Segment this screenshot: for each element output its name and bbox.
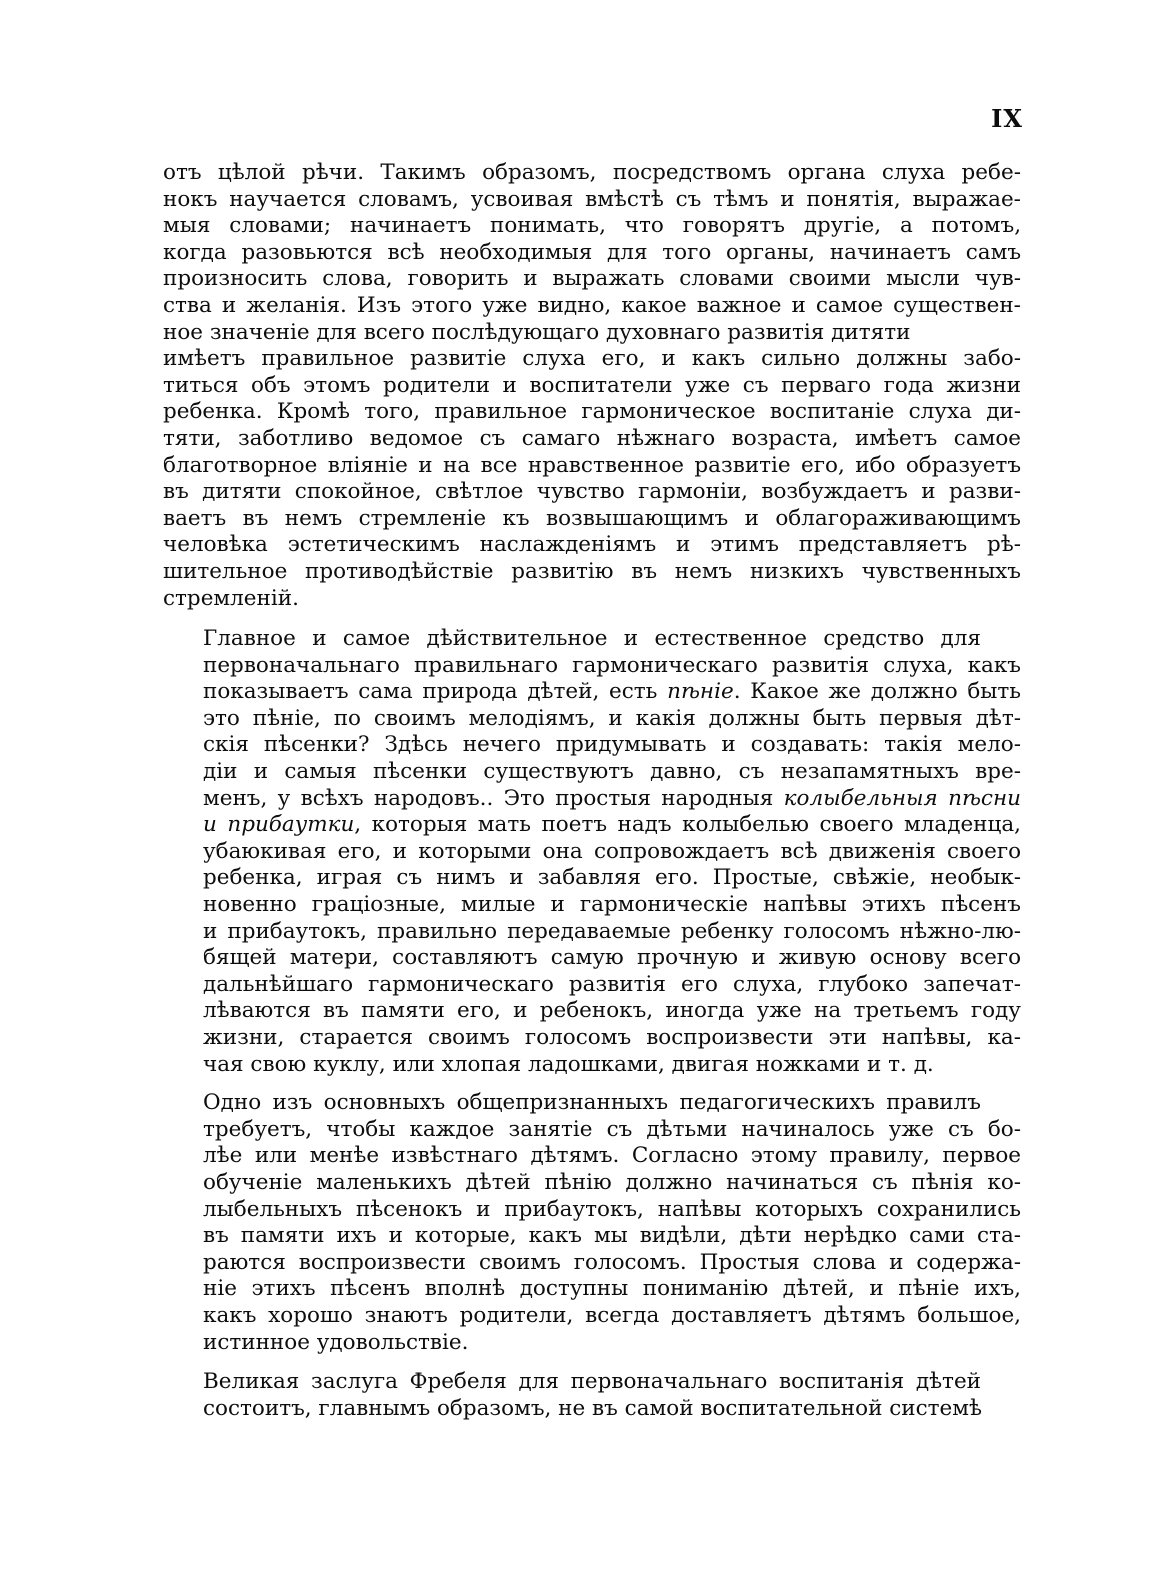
text-line: лѣваются въ памяти его, и ребенокъ, иногда уже на третьемъ году: [203, 998, 1021, 1024]
text-line: раются воспроизвести своимъ голосомъ. Простыя слова и содержа-: [203, 1249, 1022, 1275]
text-line: ства и желанія. Изъ этого уже видно, какое важное и самое существен-: [163, 292, 1021, 318]
paragraph-3: [163, 1090, 1021, 1356]
text-line: состоитъ, главнымъ образомъ, не въ самой воспитательной системѣ: [203, 1395, 982, 1421]
text-line: требуетъ, чтобы каждое занятіе съ дѣтьми начиналось уже съ бо-: [203, 1116, 1021, 1142]
text-line: бящей матери, составляютъ самую прочную и живую основу всего: [203, 945, 1022, 971]
text-line: мыя словами; начинаетъ понимать, что говорятъ другіе, а потомъ,: [163, 213, 1022, 239]
paragraph-1: [163, 160, 1021, 612]
text-line: въ дитяти спокойное, свѣтлое чувство гармоніи, возбуждаетъ и разви-: [163, 479, 1021, 505]
page-number: IX: [991, 104, 1023, 133]
paragraph-4: [163, 1369, 1021, 1422]
text-line: ребенка, играя съ нимъ и забавляя его. Простые, свѣжіе, необык-: [203, 865, 1022, 891]
text-line: титься объ этомъ родители и воспитатели уже съ перваго года жизни: [163, 372, 1021, 398]
text-line: человѣка эстетическимъ наслажденіямъ и этимъ представляетъ рѣ-: [163, 532, 1022, 558]
text-line: ное значеніе для всего послѣдующаго духовнаго развитія дитяти: [163, 319, 911, 345]
text-line: [163, 786, 1021, 813]
text-line: нокъ научается словамъ, усвоивая вмѣстѣ съ тѣмъ и понятія, выражае-: [163, 186, 1021, 212]
text-line: [163, 812, 1021, 839]
text-line: какъ хорошо знаютъ родители, всегда доставляетъ дѣтямъ большое,: [203, 1302, 1022, 1328]
text-line: лѣе или менѣе извѣстнаго дѣтямъ. Согласно этому правилу, первое: [203, 1143, 1022, 1169]
text-line: произносить слова, говорить и выражать словами своими мысли чув-: [163, 266, 1022, 292]
text-line: скія пѣсенки? Здѣсь нечего придумывать и создавать: такія мело-: [203, 732, 1021, 758]
text-line: имѣетъ правильное развитіе слуха его, и какъ сильно должны забо-: [163, 346, 1022, 372]
text-line: истинное удовольствіе.: [203, 1329, 469, 1355]
text-fragment: менъ, у всѣхъ народовъ.. Это простыя народныя: [203, 785, 784, 811]
text-line: ваетъ въ немъ стремленіе къ возвышающимъ и облагораживающимъ: [163, 505, 1021, 531]
body-text: [163, 160, 1021, 1422]
text-line: первоначальнаго правильнаго гармоническаго развитія слуха, какъ: [203, 652, 1021, 678]
text-line: тяти, заботливо ведомое съ самаго нѣжнаго возраста, имѣетъ самое: [163, 425, 1022, 451]
text-line: благотворное вліяніе и на все нравственное развитіе его, ибо образуетъ: [163, 452, 1022, 478]
text-fragment: , которыя мать поетъ надъ колыбелью своего младенца,: [354, 812, 1021, 838]
text-fragment: . Какое же должно быть: [733, 679, 1022, 705]
text-line: Великая заслуга Фребеля для первоначальнаго воспитанія дѣтей: [203, 1369, 982, 1395]
text-line: жизни, старается своимъ голосомъ воспроизвести эти напѣвы, ка-: [203, 1025, 1021, 1050]
italic-term: пѣніе: [667, 679, 734, 705]
paragraph-2: [163, 626, 1021, 1078]
text-line: діи и самыя пѣсенки существуютъ давно, съ незапамятныхъ вре-: [203, 759, 1022, 785]
text-line: чая свою куклу, или хлопая ладошками, двигая ножками и т. д.: [203, 1051, 934, 1077]
text-line: ребенка. Кромѣ того, правильное гармоническое воспитаніе слуха ди-: [163, 399, 1022, 425]
text-line: обученіе маленькихъ дѣтей пѣнію должно начинаться съ пѣнія ко-: [203, 1169, 1022, 1195]
italic-term: и прибаутки: [203, 812, 355, 838]
text-line: стремленій.: [163, 585, 299, 611]
text-line: ніе этихъ пѣсенъ вполнѣ доступны пониманію дѣтей, и пѣніе ихъ,: [203, 1276, 1022, 1302]
text-line: въ памяти ихъ и которые, какъ мы видѣли, дѣти нерѣдко сами ста-: [203, 1223, 1022, 1249]
text-line: убаюкивая его, и которыми она сопровождаетъ всѣ движенія своего: [203, 838, 1022, 864]
text-line: дальнѣйшаго гармоническаго развитія его слуха, глубоко запечат-: [203, 971, 1022, 997]
text-line: и прибаутокъ, правильно передаваемые ребенку голосомъ нѣжно-лю-: [203, 918, 1022, 944]
text-line: Главное и самое дѣйствительное и естественное средство для: [203, 626, 981, 652]
text-line: Одно изъ основныхъ общепризнанныхъ педагогическихъ правилъ: [203, 1090, 981, 1116]
text-fragment: показываетъ сама природа дѣтей, есть: [203, 679, 668, 705]
text-line: отъ цѣлой рѣчи. Такимъ образомъ, посредствомъ органа слуха ребе-: [163, 160, 1021, 185]
text-line: новенно граціозные, милые и гармоническіе напѣвы этихъ пѣсенъ: [203, 892, 1021, 918]
text-line: [163, 679, 1021, 706]
italic-term: колыбельныя пѣсни: [783, 785, 1021, 811]
text-line: когда разовьются всѣ необходимыя для того органы, начинаетъ самъ: [163, 239, 1021, 265]
text-line: шительное противодѣйствіе развитію въ немъ низкихъ чувственныхъ: [163, 558, 1021, 584]
text-line: это пѣніе, по своимъ мелодіямъ, и какія должны быть первыя дѣт-: [203, 705, 1021, 731]
text-line: лыбельныхъ пѣсенокъ и прибаутокъ, напѣвы которыхъ сохранились: [203, 1196, 1021, 1222]
